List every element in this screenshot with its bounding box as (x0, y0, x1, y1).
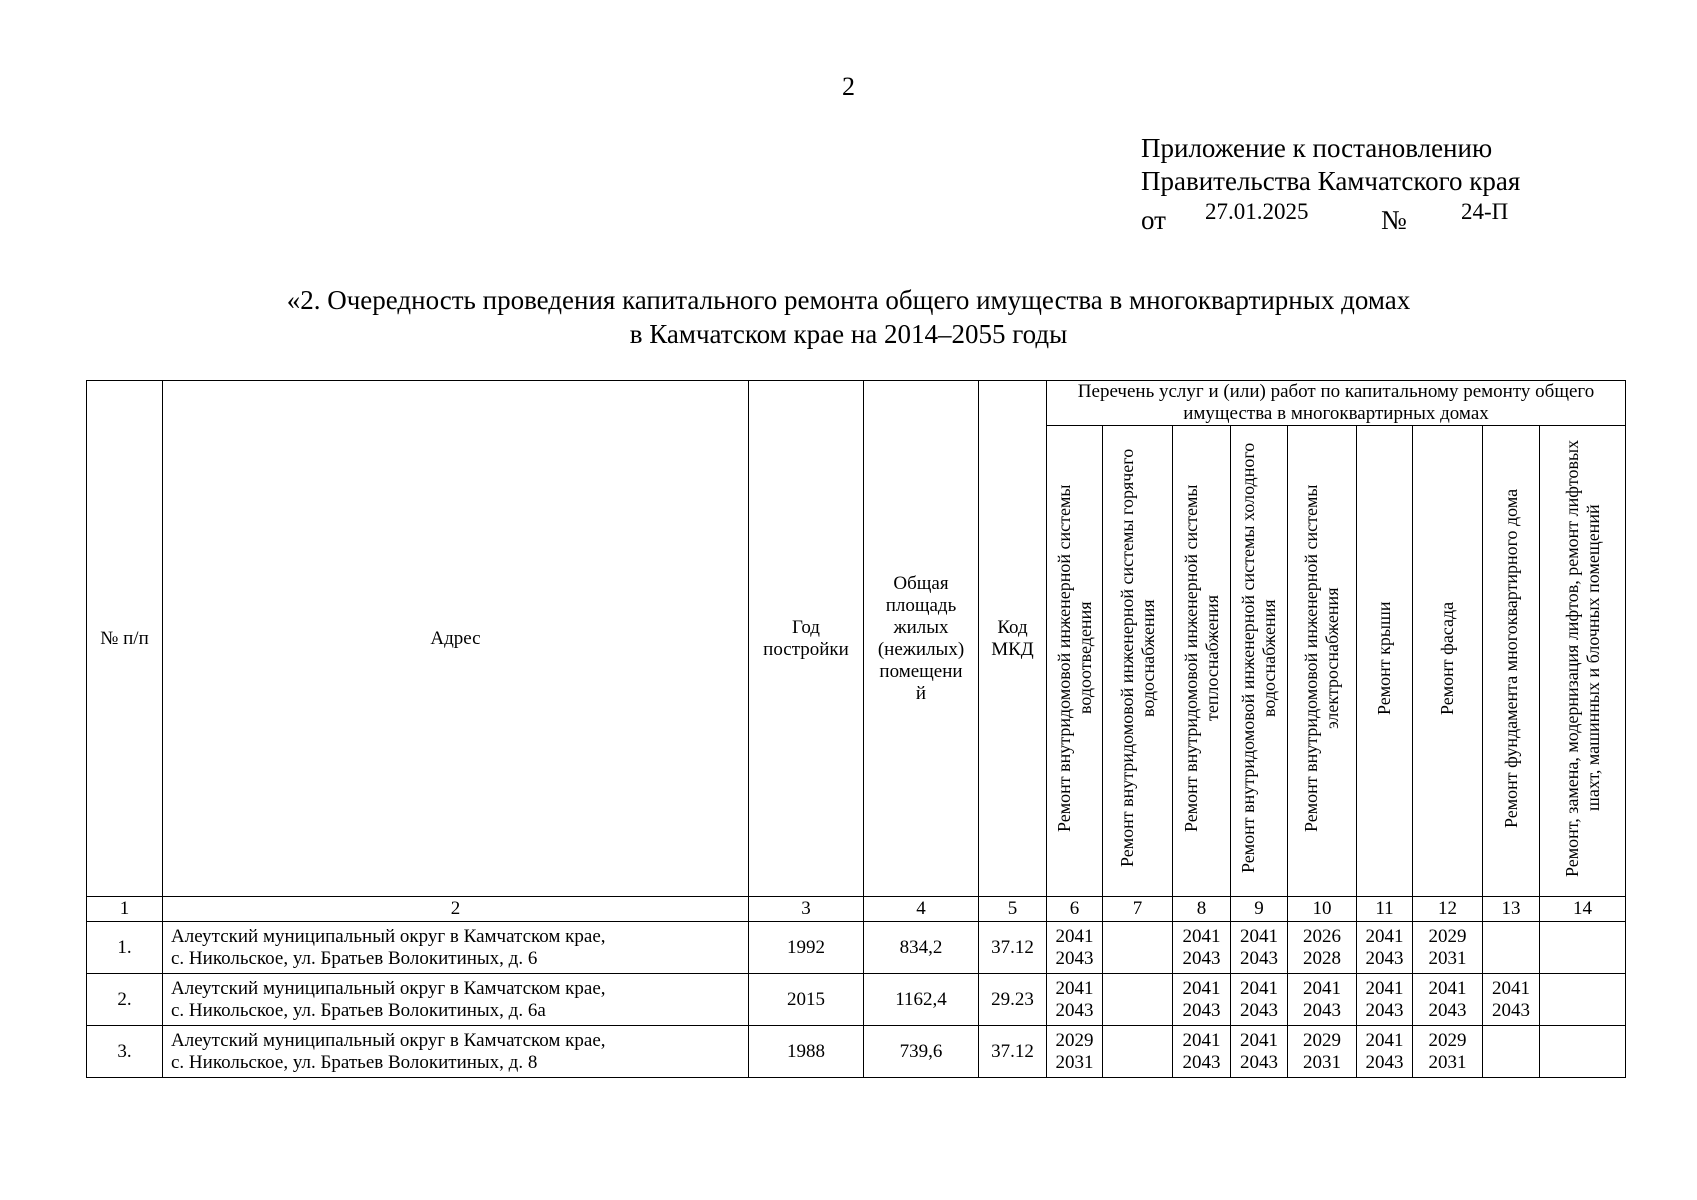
row-area: 834,2 (864, 922, 979, 974)
address-line2: с. Никольское, ул. Братьев Волокитиных, д. 8 (171, 1051, 538, 1073)
work-start-year: 2041 (1240, 977, 1278, 999)
work-end-year: 2043 (1182, 1051, 1221, 1073)
work-years-cell (1103, 922, 1173, 974)
column-number: 8 (1173, 897, 1231, 922)
work-years-cell (1231, 922, 1288, 974)
decree-date: 27.01.2025 (1205, 199, 1309, 224)
table-row (87, 922, 1626, 974)
header-num: № п/п (87, 381, 163, 897)
work-years-cell (1173, 1026, 1231, 1078)
appendix-line1: Приложение к постановлению (1141, 133, 1493, 163)
work-start-year: 2041 (1240, 1029, 1278, 1051)
work-years-cell (1047, 922, 1103, 974)
work-end-year: 2043 (1492, 999, 1530, 1021)
work-start-year: 2041 (1182, 977, 1221, 999)
row-address (163, 1026, 749, 1078)
column-number: 6 (1047, 897, 1103, 922)
work-start-year: 2041 (1055, 925, 1094, 947)
work-years-cell (1173, 974, 1231, 1026)
column-number: 3 (749, 897, 864, 922)
work-end-year: 2043 (1365, 999, 1404, 1021)
header-address: Адрес (163, 381, 749, 897)
column-number: 13 (1483, 897, 1540, 922)
column-number: 14 (1540, 897, 1626, 922)
work-start-year: 2041 (1428, 977, 1467, 999)
appendix-date-line (1141, 198, 1661, 235)
work-years-cell (1483, 922, 1540, 974)
work-years-cell (1288, 974, 1357, 1026)
header-work-label: Ремонт крыши (1374, 601, 1394, 715)
work-start-year: 2041 (1492, 977, 1530, 999)
work-end-year: 2028 (1303, 947, 1341, 969)
address-line1: Алеутский муниципальный округ в Камчатском крае, (171, 1029, 606, 1051)
column-number: 12 (1413, 897, 1483, 922)
work-years-cell (1288, 1026, 1357, 1078)
header-work-label: Ремонт фундамента многоквартирного дома (1500, 488, 1521, 828)
work-end-year: 2043 (1055, 947, 1094, 969)
header-work-label: Ремонт внутридомовой инженерной системы холодного водоснабжения (1238, 442, 1279, 874)
work-start-year: 2041 (1365, 1029, 1404, 1051)
work-years-cell (1047, 1026, 1103, 1078)
header-work-3 (1173, 426, 1231, 897)
work-end-year: 2043 (1365, 947, 1404, 969)
work-years-cell (1047, 974, 1103, 1026)
header-work-2 (1103, 426, 1173, 897)
work-years-cell (1103, 1026, 1173, 1078)
work-end-year: 2043 (1303, 999, 1341, 1021)
work-start-year: 2029 (1428, 925, 1467, 947)
address-line1: Алеутский муниципальный округ в Камчатском крае, (171, 925, 606, 947)
row-year: 2015 (749, 974, 864, 1026)
work-years-cell (1413, 974, 1483, 1026)
column-number: 5 (979, 897, 1047, 922)
work-years-cell (1357, 974, 1413, 1026)
title-line1: «2. Очередность проведения капитального ремонта общего имущества в многоквартирных домах (286, 285, 1411, 315)
header-work-9 (1540, 426, 1626, 897)
work-years-cell (1231, 1026, 1288, 1078)
work-start-year: 2029 (1303, 1029, 1341, 1051)
work-end-year: 2043 (1428, 999, 1467, 1021)
column-number: 11 (1357, 897, 1413, 922)
work-years-cell (1540, 1026, 1626, 1078)
row-code: 29.23 (979, 974, 1047, 1026)
column-number: 9 (1231, 897, 1288, 922)
work-start-year: 2029 (1055, 1029, 1094, 1051)
work-end-year: 2043 (1182, 999, 1221, 1021)
row-address (163, 974, 749, 1026)
work-start-year: 2029 (1428, 1029, 1467, 1051)
table-row (87, 1026, 1626, 1078)
work-start-year: 2041 (1182, 925, 1221, 947)
table-row (87, 974, 1626, 1026)
work-years-cell (1288, 922, 1357, 974)
work-start-year: 2041 (1303, 977, 1341, 999)
work-end-year: 2043 (1365, 1051, 1404, 1073)
work-years-cell (1103, 974, 1173, 1026)
row-code: 37.12 (979, 1026, 1047, 1078)
work-end-year: 2031 (1428, 947, 1467, 969)
work-start-year: 2041 (1055, 977, 1094, 999)
appendix-block (1141, 132, 1661, 235)
row-number: 2. (87, 974, 163, 1026)
column-number: 10 (1288, 897, 1357, 922)
work-years-cell (1413, 1026, 1483, 1078)
work-start-year: 2026 (1303, 925, 1341, 947)
column-number: 2 (163, 897, 749, 922)
work-years-cell (1231, 974, 1288, 1026)
column-number: 1 (87, 897, 163, 922)
work-end-year: 2031 (1428, 1051, 1467, 1073)
work-end-year: 2043 (1182, 947, 1221, 969)
title-line2: в Камчатском крае на 2014–2055 годы (629, 319, 1068, 349)
work-years-cell (1357, 1026, 1413, 1078)
header-work-label: Ремонт, замена, модернизация лифтов, ремонт лифтовых шахт, машинных и блочных помещений (1561, 439, 1603, 877)
decree-number: 24-П (1461, 199, 1509, 224)
column-number: 4 (864, 897, 979, 922)
row-year: 1992 (749, 922, 864, 974)
header-work-5 (1288, 426, 1357, 897)
row-area: 739,6 (864, 1026, 979, 1078)
header-area: Общая площадь жилых (нежилых) помещени й (864, 381, 979, 897)
work-end-year: 2043 (1240, 947, 1278, 969)
header-work-label: Ремонт внутридомовой инженерной системы горячего водоснабжения (1116, 448, 1158, 868)
header-code: Код МКД (979, 381, 1047, 897)
header-work-label: Ремонт внутридомовой инженерной системы водоотведения (1053, 484, 1095, 832)
work-start-year: 2041 (1365, 925, 1404, 947)
work-years-cell (1540, 974, 1626, 1026)
work-start-year: 2041 (1240, 925, 1278, 947)
header-work-label: Ремонт внутридомовой инженерной системы теплоснабжения (1180, 484, 1222, 832)
work-years-cell (1413, 922, 1483, 974)
header-work-label: Ремонт внутридомовой инженерной системы электроснабжения (1301, 484, 1342, 832)
address-line2: с. Никольское, ул. Братьев Волокитиных, д. 6 (171, 947, 538, 969)
header-works-group: Перечень услуг и (или) работ по капитальному ремонту общего имущества в многоквартирных домах (1047, 381, 1626, 426)
header-year: Год постройки (749, 381, 864, 897)
work-years-cell (1173, 922, 1231, 974)
header-work-label: Ремонт фасада (1437, 601, 1457, 715)
page-number: 2 (842, 72, 855, 101)
document-title (0, 283, 1697, 351)
work-years-cell (1483, 974, 1540, 1026)
work-end-year: 2031 (1303, 1051, 1341, 1073)
appendix-line2: Правительства Камчатского края (1141, 166, 1521, 196)
row-number: 3. (87, 1026, 163, 1078)
work-end-year: 2031 (1055, 1051, 1094, 1073)
address-line2: с. Никольское, ул. Братьев Волокитиных, д. 6а (171, 999, 546, 1021)
header-work-4 (1231, 426, 1288, 897)
work-years-cell (1540, 922, 1626, 974)
repair-schedule-table (86, 380, 1626, 1078)
row-area: 1162,4 (864, 974, 979, 1026)
work-end-year: 2043 (1240, 1051, 1278, 1073)
header-work-7 (1413, 426, 1483, 897)
number-label: № (1381, 205, 1407, 235)
row-year: 1988 (749, 1026, 864, 1078)
column-number-row (87, 897, 1626, 922)
work-years-cell (1483, 1026, 1540, 1078)
from-label: от (1141, 205, 1166, 235)
work-years-cell (1357, 922, 1413, 974)
row-number: 1. (87, 922, 163, 974)
work-start-year: 2041 (1365, 977, 1404, 999)
work-end-year: 2043 (1240, 999, 1278, 1021)
header-work-6 (1357, 426, 1413, 897)
row-code: 37.12 (979, 922, 1047, 974)
work-end-year: 2043 (1055, 999, 1094, 1021)
header-work-8 (1483, 426, 1540, 897)
work-start-year: 2041 (1182, 1029, 1221, 1051)
column-number: 7 (1103, 897, 1173, 922)
header-work-1 (1047, 426, 1103, 897)
address-line1: Алеутский муниципальный округ в Камчатском крае, (171, 977, 606, 999)
row-address (163, 922, 749, 974)
